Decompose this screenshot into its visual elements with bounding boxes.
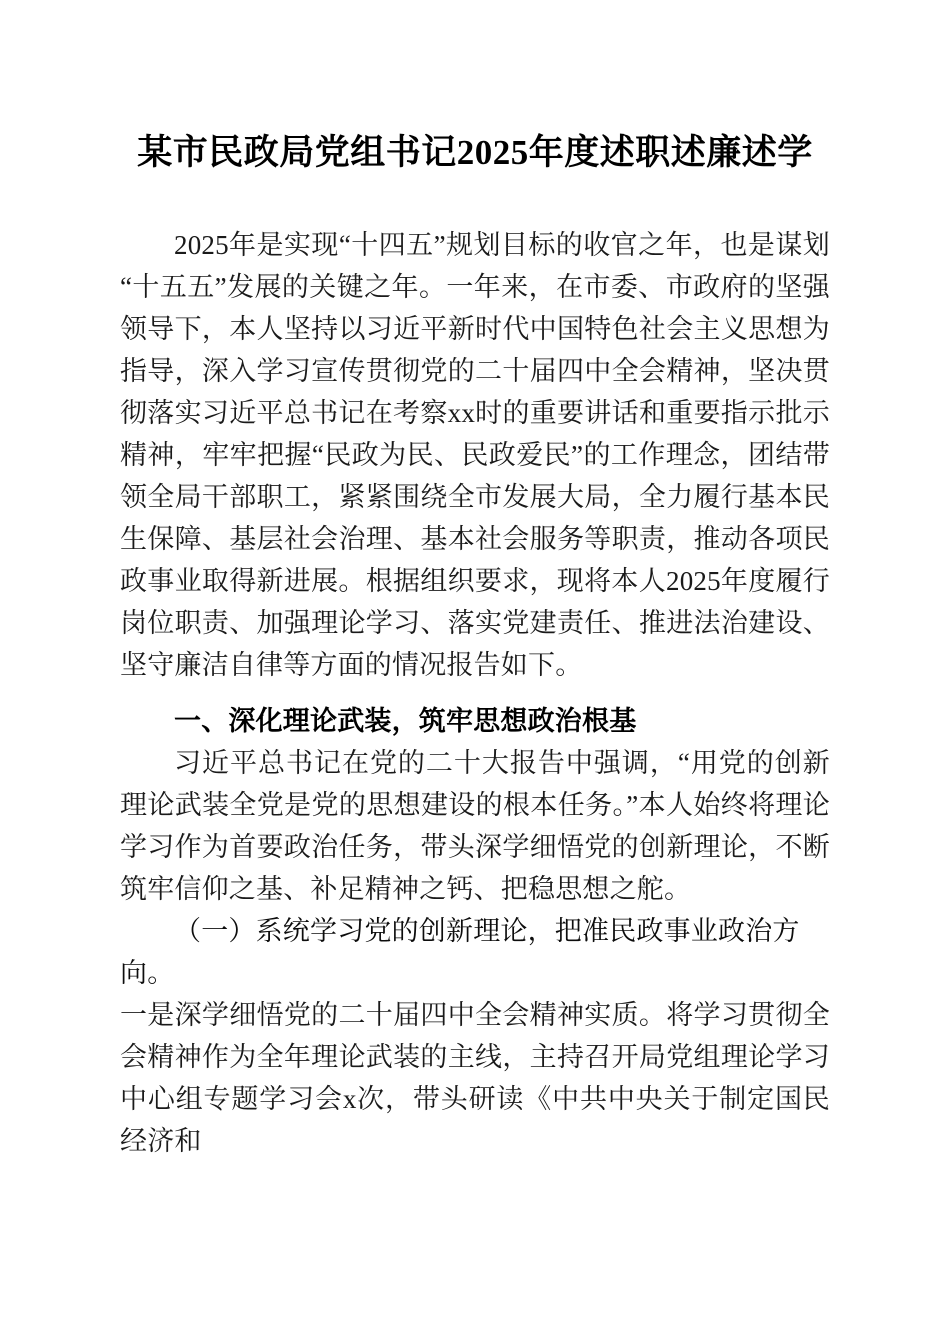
subsection-heading-1-1 — [120, 910, 830, 994]
subsection-heading-1-1-text: （一）系统学习党的创新理论，把准民政事业政治方向。 — [120, 916, 800, 988]
document-content — [120, 0, 830, 1162]
opening-paragraph: 2025年是实现“十四五”规划目标的收官之年，也是谋划“十五五”发展的关键之年。一年来，在市委、市政府的坚强领导下，本人坚持以习近平新时代中国特色社会主义思想为指导，深入学习宣传贯彻党的二十届四中全会精神，坚决贯彻落实习近平总书记在考察xx时的重要讲话和重要指示批示精神，牢牢把握“民政为民、民政爱民”的工作理念，团结带领全局干部职工，紧紧围绕全市发展大局，全力履行基本民生保障、基层社会治理、基本社会服务等职责，推动各项民政事业取得新进展。根据组织要求，现将本人2025年度履行岗位职责、加强理论学习、落实党建责任、推进法治建设、坚守廉洁自律等方面的情况报告如下。 — [120, 230, 830, 680]
page-title-line-1: 某市民政局党组书记2025年度述职述廉述学 — [137, 133, 813, 172]
section-1-paragraph: 习近平总书记在党的二十大报告中强调，“用党的创新理论武装全党是党的思想建设的根本任务。”本人始终将理论学习作为首要政治任务，带头深学细悟党的创新理论，不断筑牢信仰之基、补足精神之钙、把稳思想之舵。 — [120, 748, 830, 904]
subsection-1-1-paragraph: 一是深学细悟党的二十届四中全会精神实质。将学习贯彻全会精神作为全年理论武装的主线，主持召开局党组理论学习中心组专题学习会x次，带头研读《中共中央关于制定国民经济和 — [120, 1000, 830, 1156]
section-heading-1: 一、深化理论武装，筑牢思想政治根基 — [174, 706, 637, 736]
page-title — [120, 0, 830, 178]
